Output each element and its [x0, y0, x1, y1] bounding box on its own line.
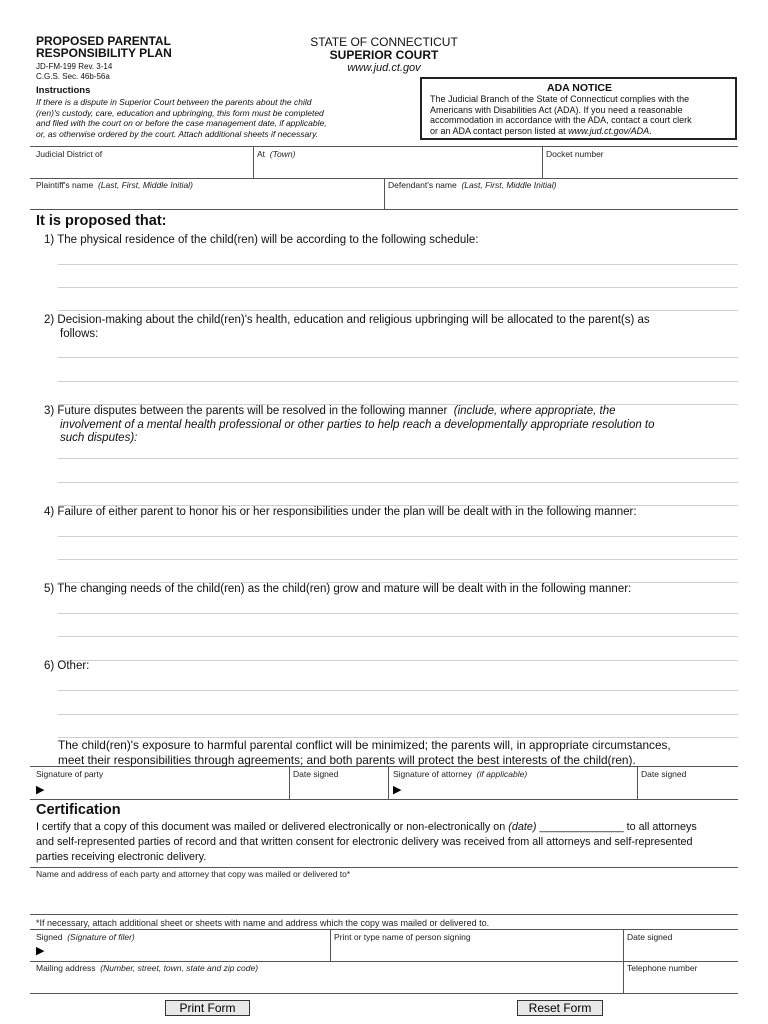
attachment-footnote: *If necessary, attach additional sheet or sheets with name and address which the copy was mailed or delivered to. [36, 918, 490, 928]
divider [289, 766, 290, 799]
certification-text [36, 820, 738, 865]
item-3-text [44, 405, 734, 446]
answer-line [58, 264, 738, 265]
names-addresses-label: Name and address of each party and attorney that copy was mailed or delivered to* [36, 869, 351, 879]
defendant-name-hint: (Last, First, Middle Initial) [461, 180, 557, 190]
filer-signature-hint: (Signature of filer) [67, 932, 135, 942]
plaintiff-name-field[interactable] [36, 180, 382, 208]
divider [30, 799, 738, 800]
instructions-line4: or, as otherwise ordered by the court. Attach additional sheets if necessary. [36, 128, 319, 139]
closing-statement [58, 738, 738, 768]
mailing-address-label: Mailing address [36, 963, 96, 973]
party-date-signed-label: Date signed [293, 769, 339, 779]
answer-line [58, 559, 738, 560]
ada-notice-text [430, 94, 729, 136]
divider [30, 209, 738, 210]
answer-line [58, 536, 738, 537]
divider [30, 914, 738, 915]
defendant-name-label: Defendant's name [388, 180, 457, 190]
instructions-title: Instructions [36, 85, 91, 96]
printed-name-field[interactable] [334, 932, 620, 960]
closing-line2: meet their responsibilities through agreements; and both parents will protect the best interests of the child(ren). [58, 753, 636, 767]
divider [542, 146, 543, 179]
answer-line [58, 357, 738, 358]
item-6-answer-area[interactable] [58, 677, 738, 739]
filer-date-signed-label: Date signed [627, 932, 673, 942]
divider [30, 961, 738, 962]
divider [253, 146, 254, 179]
answer-line [58, 714, 738, 715]
item-2-line2: follows: [60, 327, 99, 340]
item-3-answer-area[interactable] [58, 446, 738, 508]
instructions-text [36, 97, 416, 139]
certification-heading: Certification [36, 802, 121, 818]
statute-reference: C.G.S. Sec. 46b-56a [36, 72, 110, 81]
ada-line4-text: or an ADA contact person listed at [430, 125, 569, 136]
item-1-text: 1) The physical residence of the child(ren) will be according to the following schedule: [44, 234, 479, 246]
names-addresses-field[interactable] [36, 869, 736, 913]
instructions-line2: (ren)'s custody, care, education and upbringing, this form must be completed [36, 107, 324, 118]
filer-signature-label: Signed [36, 932, 63, 942]
certification-date-label: (date) [508, 821, 537, 833]
item-5-answer-area[interactable] [58, 600, 738, 662]
mailing-address-field[interactable] [36, 963, 620, 991]
defendant-name-field[interactable] [388, 180, 736, 208]
docket-number-label: Docket number [546, 149, 604, 159]
party-signature-field[interactable] [36, 769, 286, 799]
party-signature-arrow-icon: ▶ [36, 784, 45, 796]
docket-number-field[interactable] [546, 149, 736, 177]
form-title-line2: RESPONSIBILITY PLAN [36, 46, 172, 60]
divider [330, 929, 331, 961]
item-1-answer-area[interactable] [58, 250, 738, 312]
court-header [270, 35, 498, 75]
attorney-date-signed-field[interactable] [641, 769, 736, 799]
item-3-line3 [44, 432, 734, 446]
answer-line [58, 613, 738, 614]
attorney-signature-arrow-icon: ▶ [393, 784, 402, 796]
ada-line1: The Judicial Branch of the State of Connecticut complies with the [430, 94, 690, 104]
item-3-italic-2: involvement of a mental health professional or other parties to help reach a developmentally appropriate resolution to [60, 418, 655, 431]
printed-name-label: Print or type name of person signing [334, 932, 471, 942]
divider [384, 178, 385, 210]
judicial-district-label: Judicial District of [36, 149, 103, 159]
item-4-text: 4) Failure of either parent to honor his or her responsibilities under the plan will be dealt with in the following manner: [44, 506, 637, 518]
town-field[interactable] [257, 149, 539, 177]
item-2-line1: 2) Decision-making about the child(ren)'s health, education and religious upbringing will be allocated to the parent(s) as [44, 314, 650, 326]
form-title [36, 35, 172, 59]
form-title-line1: PROPOSED PARENTAL [36, 34, 171, 48]
divider [30, 867, 738, 868]
certification-line2: and self-represented parties of record and that written consent for electronic delivery was received from all attorneys and self-represented [36, 836, 693, 848]
item-2-text [44, 314, 734, 341]
mailing-address-hint: (Number, street, town, state and zip code) [100, 963, 259, 973]
item-3-line2 [44, 419, 734, 433]
print-form-button[interactable]: Print Form [165, 1000, 250, 1016]
attorney-signature-hint: (if applicable) [476, 769, 528, 779]
closing-line1: The child(ren)'s exposure to harmful parental conflict will be minimized; the parents will, in appropriate circumstances, [58, 738, 671, 752]
answer-line [58, 287, 738, 288]
item-5-text: 5) The changing needs of the child(ren) as the child(ren) grow and mature will be dealt with in the following manner: [44, 583, 632, 595]
instructions-line1: If there is a dispute in Superior Court between the parents about the child [36, 97, 312, 107]
party-signature-label: Signature of party [36, 769, 104, 779]
divider [388, 766, 389, 799]
certification-date-input[interactable]: ______________ [539, 821, 624, 833]
ada-link[interactable]: www.jud.ct.gov/ADA [568, 125, 650, 136]
divider [30, 929, 738, 930]
answer-line [58, 690, 738, 691]
answer-line [58, 660, 738, 661]
item-3-prefix: 3) Future disputes between the parents will be resolved in the following manner [44, 405, 448, 417]
ada-notice-title: ADA NOTICE [547, 82, 612, 94]
proposal-heading: It is proposed that: [36, 213, 167, 229]
court-name: SUPERIOR COURT [329, 48, 439, 62]
answer-line [58, 310, 738, 311]
divider [637, 766, 638, 799]
filer-date-signed-field[interactable] [627, 932, 736, 960]
form-number: JD-FM-199 Rev. 3-14 [36, 62, 113, 71]
attorney-signature-label: Signature of attorney [393, 769, 472, 779]
divider [30, 146, 738, 147]
item-3-italic-1: (include, where appropriate, the [453, 405, 616, 417]
party-date-signed-field[interactable] [293, 769, 386, 799]
divider [30, 766, 738, 767]
certification-line1-b: to all attorneys [626, 821, 697, 833]
certification-line1-a: I certify that a copy of this document was mailed or delivered electronically or non-electronically on [36, 821, 506, 833]
ada-line3: accommodation in accordance with the ADA, contact a court clerk [430, 115, 692, 125]
town-label: At [257, 149, 266, 159]
instructions-line3: and filed with the court on or before the case management date, if applicable, [36, 118, 327, 128]
answer-line [58, 458, 738, 459]
ada-notice-box [420, 77, 737, 140]
item-3-italic-3: such disputes): [60, 432, 138, 444]
ada-line2: Americans with Disabilities Act (ADA). If you need a reasonable [430, 104, 683, 115]
item-4-answer-area[interactable] [58, 522, 738, 584]
ada-line4 [430, 126, 729, 137]
answer-line [58, 636, 738, 637]
court-website: www.jud.ct.gov [347, 62, 421, 74]
filer-signature-field[interactable] [36, 932, 326, 960]
town-hint: (Town) [269, 149, 296, 159]
divider [30, 993, 738, 994]
attorney-signature-field[interactable] [393, 769, 634, 799]
answer-line [58, 381, 738, 382]
state-name: STATE OF CONNECTICUT [310, 35, 458, 49]
answer-line [58, 482, 738, 483]
certification-line3: parties receiving electronic delivery. [36, 851, 207, 863]
plaintiff-name-hint: (Last, First, Middle Initial) [97, 180, 193, 190]
reset-form-button[interactable]: Reset Form [517, 1000, 603, 1016]
item-3-line1 [44, 405, 734, 419]
filer-signature-arrow-icon: ▶ [36, 945, 45, 957]
plaintiff-name-label: Plaintiff's name [36, 180, 94, 190]
attorney-date-signed-label: Date signed [641, 769, 687, 779]
item-2-answer-area[interactable] [58, 344, 738, 406]
certification-line1 [36, 820, 738, 835]
ada-period: . [649, 125, 652, 136]
telephone-label: Telephone number [627, 963, 698, 973]
judicial-district-field[interactable] [36, 149, 252, 177]
item-6-text: 6) Other: [44, 660, 90, 672]
telephone-field[interactable] [627, 963, 736, 991]
